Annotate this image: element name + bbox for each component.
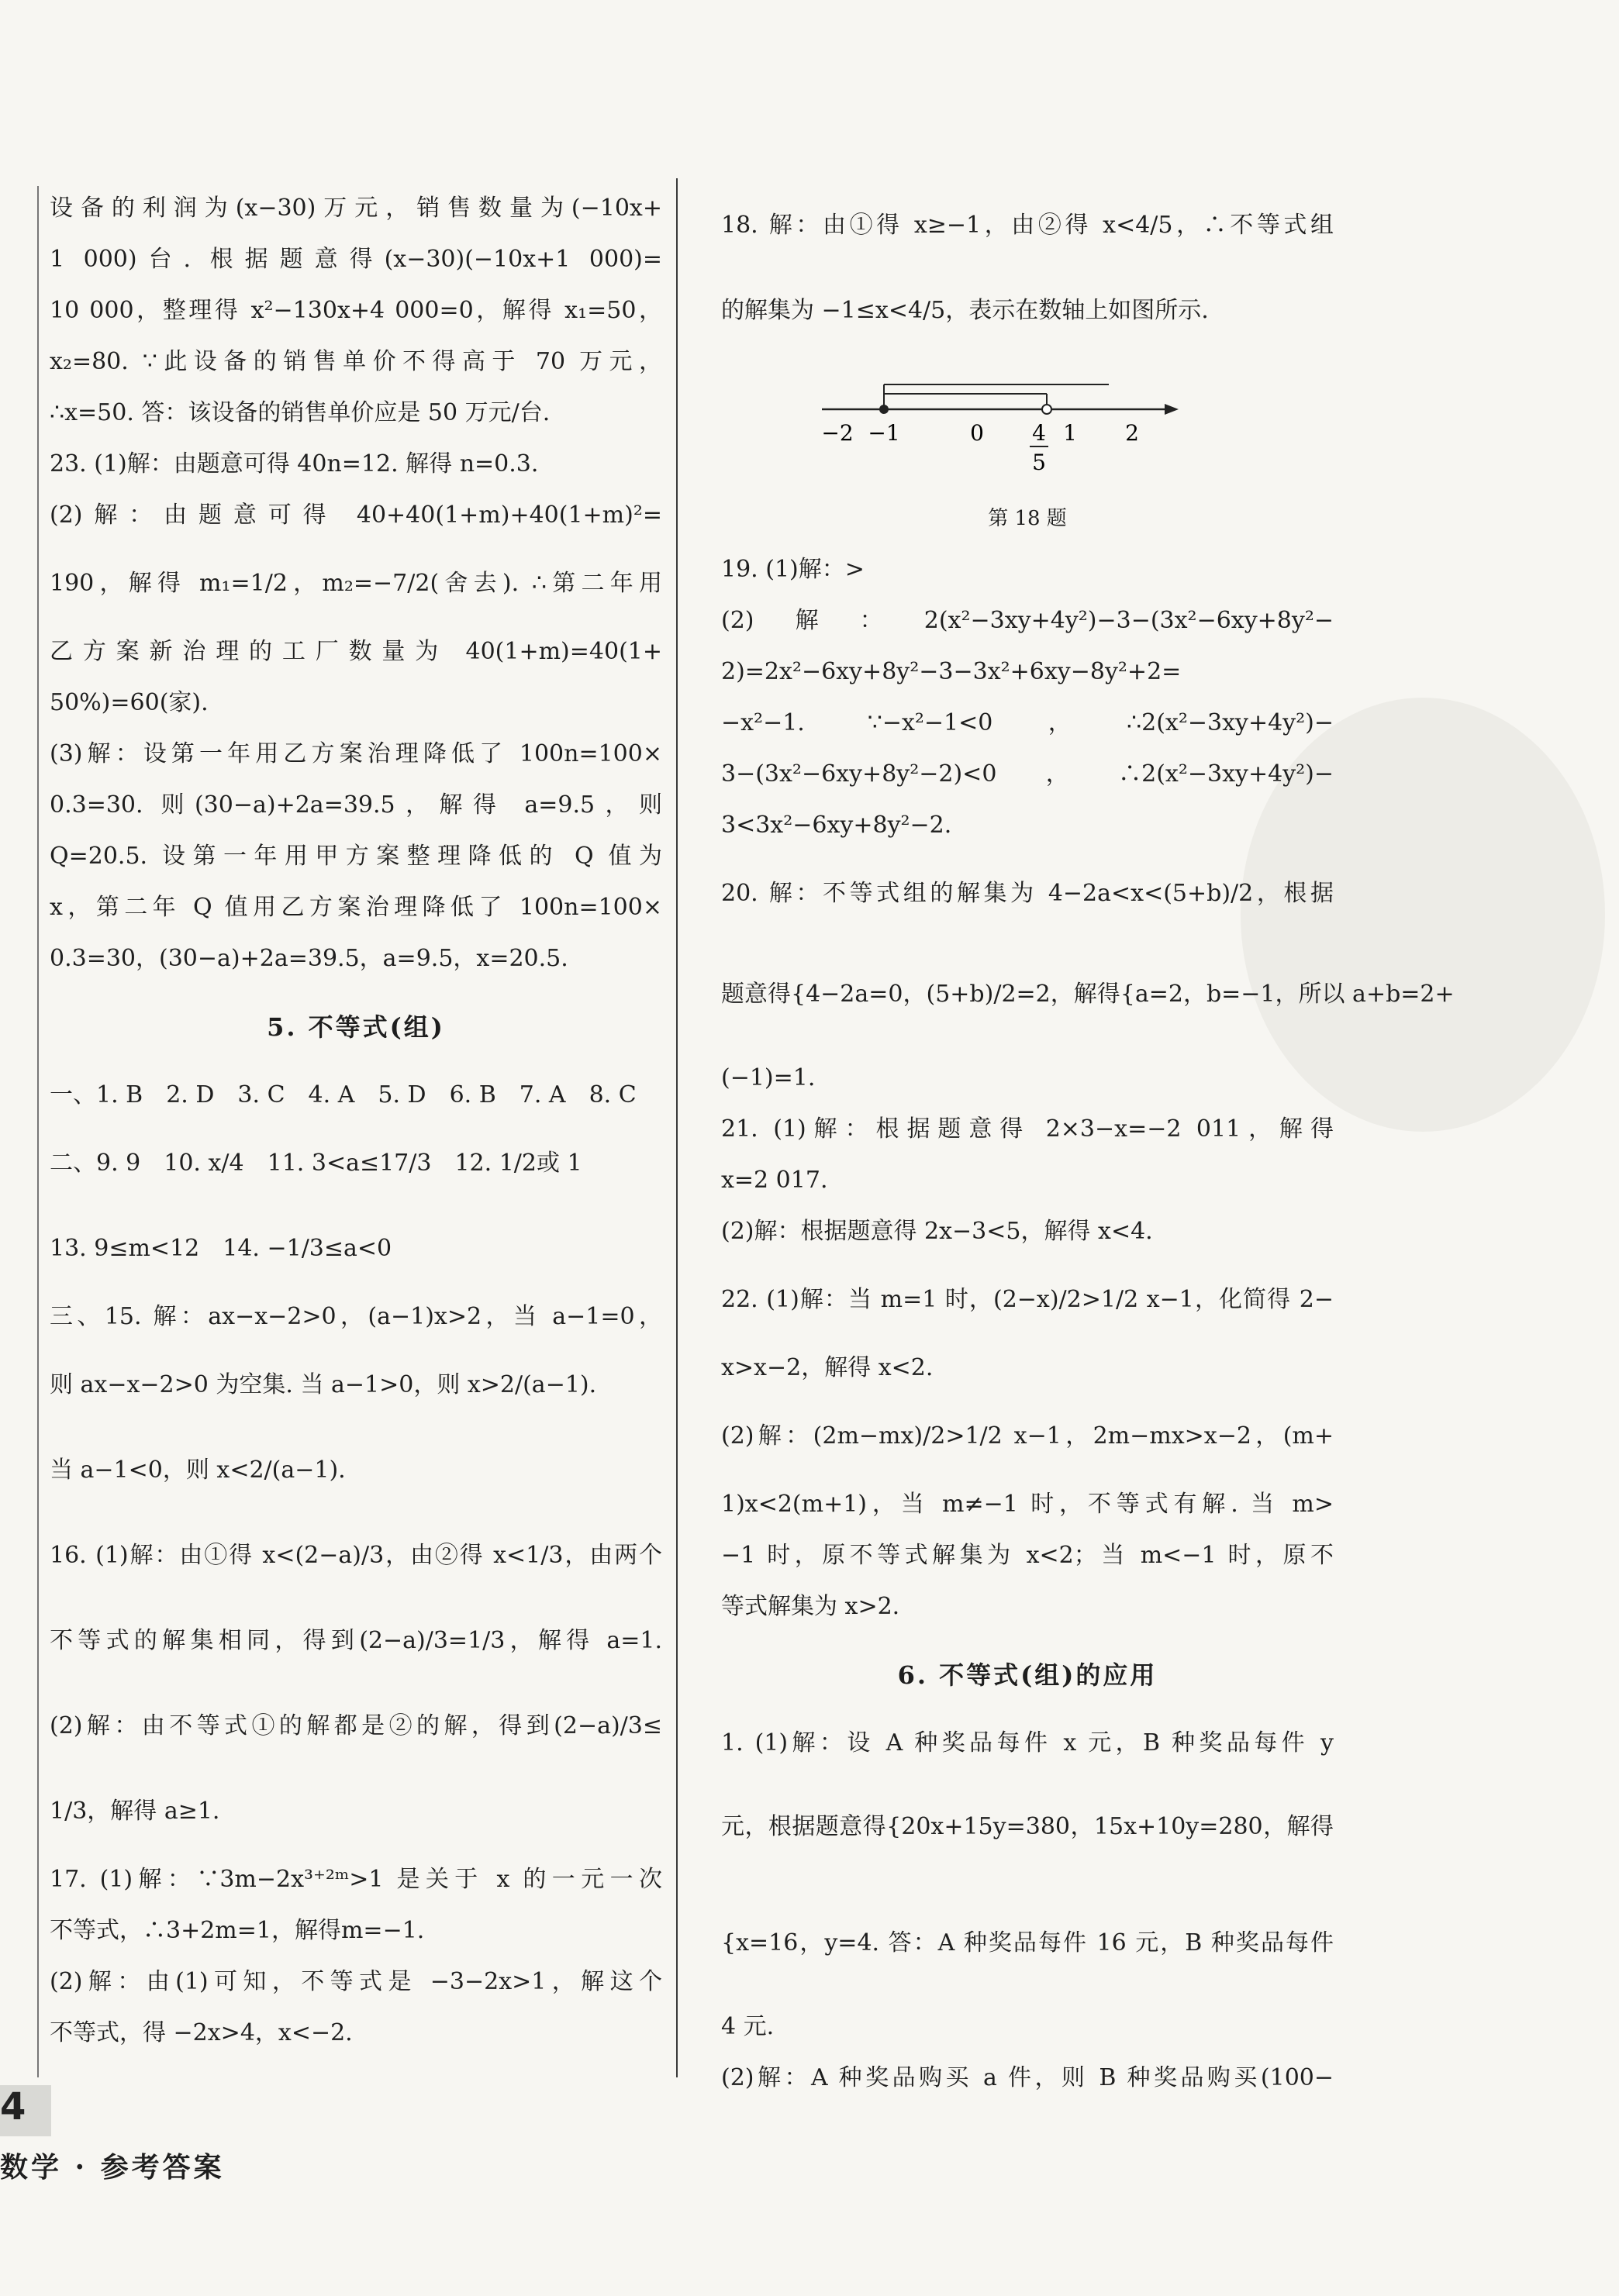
- text-line: (−1)=1.: [721, 1064, 816, 1091]
- text-line: 18. 解：由①得 x≥−1，由②得 x<4/5，∴不等式组: [721, 212, 1334, 239]
- text-line: (2)解：根据题意得 2x−3<5，解得 x<4.: [721, 1218, 1153, 1245]
- text-line: x，第二年 Q 值用乙方案治理降低了 100n=100×: [50, 894, 662, 921]
- left-lines: [50, 183, 662, 984]
- text-line: (2)解：由题意可得 40+40(1+m)+40(1+m)²=: [50, 502, 662, 529]
- text-line: 当 a−1<0，则 x<2/(a−1).: [50, 1457, 346, 1484]
- text-line: 4 元.: [721, 2013, 775, 2040]
- text-line: 不等式的解集相同，得到(2−a)/3=1/3，解得 a=1.: [50, 1627, 662, 1654]
- text-line: ∴x=50. 答：该设备的销售单价应是 50 万元/台.: [50, 399, 551, 426]
- text-line: (2)解：由不等式①的解都是②的解，得到(2−a)/3≤: [50, 1712, 662, 1739]
- axis-arrow: [1165, 404, 1179, 415]
- text-line: 1. (1)解：设 A 种奖品每件 x 元，B 种奖品每件 y: [721, 1729, 1334, 1756]
- text-line: (2)解：2(x²−3xy+4y²)−3−(3x²−6xy+8y²−: [721, 607, 1334, 634]
- text-line: 元，根据题意得{20x+15y=380，15x+10y=280，解得: [721, 1813, 1334, 1840]
- tick-label: −1: [868, 420, 900, 446]
- tick-label-den: 5: [1032, 450, 1046, 475]
- text-line: (2)解：(2m−mx)/2>1/2 x−1，2m−mx>x−2，(m+: [721, 1422, 1334, 1450]
- footer-label: 数学 · 参考答案: [0, 2151, 225, 2184]
- text-line: 22. (1)解：当 m=1 时，(2−x)/2>1/2 x−1，化简得 2−: [721, 1286, 1334, 1313]
- text-line: {x=16，y=4. 答：A 种奖品每件 16 元，B 种奖品每件: [721, 1929, 1334, 1956]
- text-line: 则 ax−x−2>0 为空集. 当 a−1>0，则 x>2/(a−1).: [50, 1371, 597, 1398]
- text-line: 13. 9≤m<12 14. −1/3≤a<0: [50, 1235, 392, 1262]
- section-title-6: 6. 不等式(组)的应用: [897, 1660, 1158, 1690]
- text-line: 190，解得 m₁=1/2，m₂=−7/2(舍去). ∴第二年用: [50, 570, 662, 597]
- left-lines-2: [50, 1070, 662, 2059]
- text-line: x>x−2，解得 x<2.: [721, 1354, 934, 1381]
- left-column: [50, 183, 662, 2059]
- text-line: 乙方案新治理的工厂数量为 40(1+m)=40(1+: [50, 638, 662, 665]
- text-line: (2)解：A 种奖品购买 a 件，则 B 种奖品购买(100−: [721, 2064, 1334, 2091]
- number-line-figure: [721, 353, 1334, 493]
- right-column: [721, 183, 1455, 2104]
- text-line: 1)x<2(m+1)，当 m≠−1 时，不等式有解. 当 m>: [721, 1491, 1334, 1518]
- text-line: 1/3，解得 a≥1.: [50, 1798, 220, 1825]
- text-line: (3)解：设第一年用乙方案治理降低了 100n=100×: [50, 740, 662, 767]
- column-divider: [676, 178, 678, 2077]
- text-line: 二、9. 9 10. x/4 11. 3<a≤17/3 12. 1/2或 1: [50, 1150, 582, 1177]
- text-line: 21. (1)解：根据题意得 2×3−x=−2 011，解得: [721, 1115, 1334, 1143]
- text-line: 的解集为 −1≤x<4/5，表示在数轴上如图所示.: [721, 297, 1209, 324]
- text-line: −x²−1. ∵−x²−1<0，∴2(x²−3xy+4y²)−: [721, 709, 1334, 736]
- text-line: 17. (1)解：∵3m−2x³⁺²ᵐ>1 是关于 x 的一元一次: [50, 1866, 662, 1893]
- tick-label: 2: [1125, 420, 1139, 446]
- text-line: 0.3=30，(30−a)+2a=39.5，a=9.5，x=20.5.: [50, 945, 568, 972]
- text-line: −1 时，原不等式解集为 x<2；当 m<−1 时，原不: [721, 1542, 1334, 1569]
- text-line: (2)解：由(1)可知，不等式是 −3−2x>1，解这个: [50, 1968, 662, 1995]
- text-line: 20. 解：不等式组的解集为 4−2a<x<(5+b)/2，根据: [721, 880, 1334, 907]
- text-line: 设备的利润为(x−30)万元，销售数量为(−10x+: [50, 195, 662, 222]
- text-line: 1 000)台. 根据题意得(x−30)(−10x+1 000)=: [50, 246, 662, 273]
- text-line: 16. (1)解：由①得 x<(2−a)/3，由②得 x<1/3，由两个: [50, 1542, 662, 1569]
- right-lines-3: [721, 1718, 1334, 2104]
- text-line: 不等式，得 −2x>4，x<−2.: [50, 2019, 353, 2046]
- figure-caption: 第 18 题: [988, 507, 1067, 530]
- text-line: 等式解集为 x>2.: [721, 1593, 900, 1620]
- tick-label: 4: [1032, 420, 1046, 446]
- text-line: 2)=2x²−6xy+8y²−3−3x²+6xy−8y²+2=: [721, 658, 1182, 685]
- text-line: Q=20.5. 设第一年用甲方案整理降低的 Q 值为: [50, 843, 662, 870]
- text-line: 题意得{4−2a=0，(5+b)/2=2，解得{a=2，b=−1，所以 a+b=2+: [721, 981, 1455, 1008]
- closed-dot: [879, 405, 889, 414]
- text-line: 23. (1)解：由题意可得 40n=12. 解得 n=0.3.: [50, 450, 539, 477]
- text-line: 不等式，∴3+2m=1，解得m=−1.: [50, 1917, 425, 1944]
- number-line-svg: [721, 353, 1334, 493]
- text-line: 3<3x²−6xy+8y²−2.: [721, 812, 952, 839]
- text-line: x₂=80. ∵此设备的销售单价不得高于 70 万元，: [50, 348, 662, 375]
- tick-label: 1: [1063, 420, 1077, 446]
- text-line: 10 000，整理得 x²−130x+4 000=0，解得 x₁=50，: [50, 297, 662, 324]
- text-line: x=2 017.: [721, 1167, 828, 1194]
- tick-label: 0: [970, 420, 984, 446]
- section-title-5: 5. 不等式(组): [267, 1012, 445, 1042]
- text-line: 50%)=60(家).: [50, 689, 209, 716]
- right-lines-2: [721, 544, 1455, 1632]
- left-edge-line: [37, 186, 39, 2077]
- open-dot: [1042, 405, 1051, 414]
- text-line: 三、15. 解：ax−x−2>0，(a−1)x>2，当 a−1=0，: [50, 1303, 662, 1330]
- text-line: 19. (1)解：>: [721, 556, 865, 583]
- page-number: 4: [0, 2085, 26, 2129]
- text-line: 3−(3x²−6xy+8y²−2)<0，∴2(x²−3xy+4y²)−: [721, 760, 1334, 788]
- text-line: 一、1. B 2. D 3. C 4. A 5. D 6. B 7. A 8. C: [50, 1081, 637, 1108]
- text-line: 0.3=30. 则(30−a)+2a=39.5，解得 a=9.5，则: [50, 791, 662, 819]
- tick-label: −2: [821, 420, 854, 446]
